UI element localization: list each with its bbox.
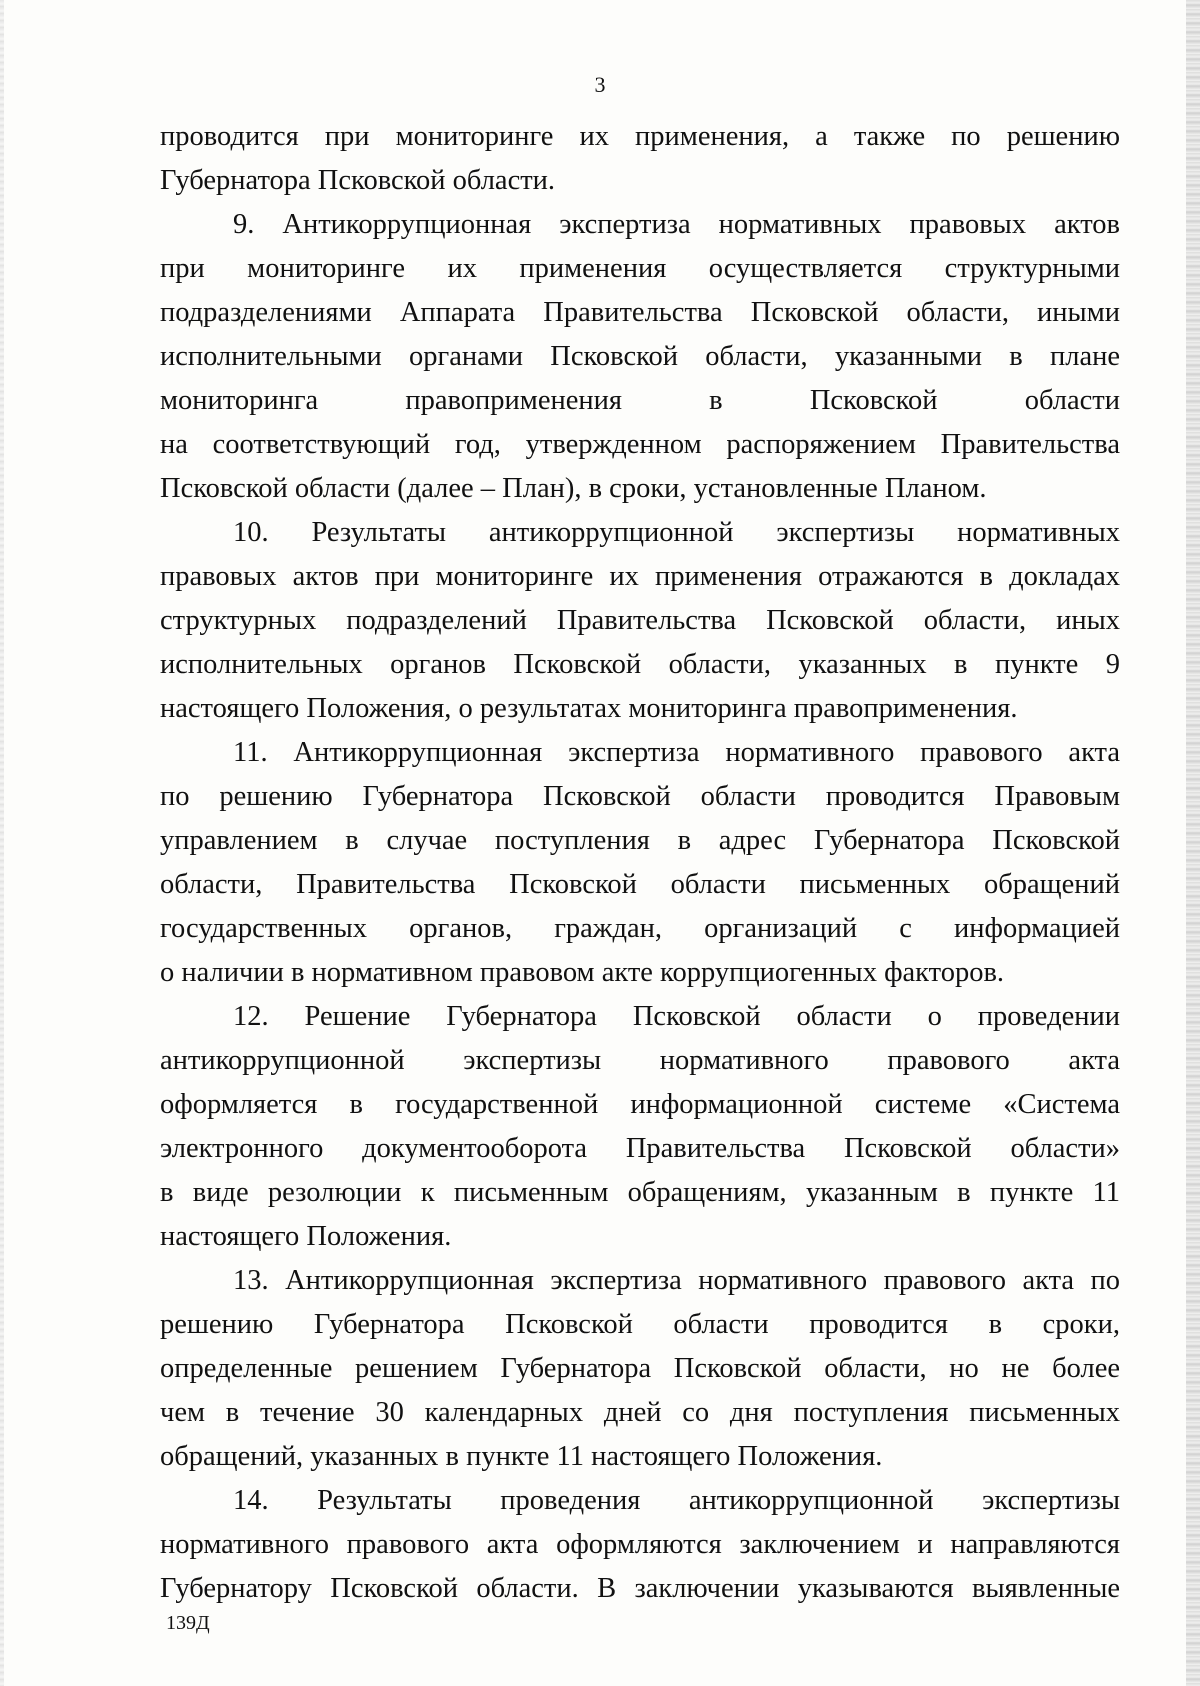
text-line: подразделениями Аппарата Правительства Псковской области, иными (160, 297, 1120, 328)
text-line: настоящего Положения. (160, 1221, 452, 1252)
text-line: управлением в случае поступления в адрес Губернатора Псковской (160, 825, 1120, 856)
text-line: настоящего Положения, о результатах мониторинга правоприменения. (160, 693, 1018, 724)
text-line: антикоррупционной экспертизы нормативного правового акта (160, 1045, 1120, 1076)
scan-edge-right (1186, 0, 1200, 1686)
footer-code: 139Д (166, 1612, 210, 1634)
text-line: обращений, указанных в пункте 11 настоящего Положения. (160, 1441, 883, 1472)
document-body (160, 115, 1120, 1611)
text-line: структурных подразделений Правительства Псковской области, иных (160, 605, 1120, 636)
text-line: области, Правительства Псковской области письменных обращений (160, 869, 1120, 900)
text-line: 11. Антикоррупционная экспертиза нормативного правового акта (233, 737, 1120, 768)
text-line: о наличии в нормативном правовом акте коррупциогенных факторов. (160, 957, 1005, 988)
text-line: нормативного правового акта оформляются заключением и направляются (160, 1529, 1120, 1560)
text-line: по решению Губернатора Псковской области проводится Правовым (160, 781, 1120, 812)
text-line: 14. Результаты проведения антикоррупционной экспертизы (233, 1485, 1120, 1516)
text-line: правовых актов при мониторинге их применения отражаются в докладах (160, 561, 1120, 592)
page-number: 3 (594, 72, 606, 97)
text-line: Губернатору Псковской области. В заключении указываются выявленные (160, 1573, 1120, 1604)
text-line: на соответствующий год, утвержденном распоряжением Правительства (160, 429, 1120, 460)
text-line: 10. Результаты антикоррупционной экспертизы нормативных (233, 517, 1120, 548)
scan-edge-left (0, 0, 4, 1686)
text-line: проводится при мониторинге их применения, а также по решению (160, 121, 1120, 152)
text-line: Губернатора Псковской области. (160, 165, 556, 196)
text-line: в виде резолюции к письменным обращениям, указанным в пункте 11 (160, 1177, 1120, 1208)
text-line: исполнительными органами Псковской области, указанными в плане (160, 341, 1120, 372)
text-line: 12. Решение Губернатора Псковской области о проведении (233, 1001, 1120, 1032)
text-line: мониторинга правоприменения в Псковской области (160, 385, 1120, 416)
text-line: исполнительных органов Псковской области, указанных в пункте 9 (160, 649, 1120, 680)
text-line: Псковской области (далее – План), в сроки, установленные Планом. (160, 473, 987, 504)
text-line: электронного документооборота Правительства Псковской области» (160, 1133, 1120, 1164)
text-line: 13. Антикоррупционная экспертиза нормативного правового акта по (233, 1265, 1120, 1296)
text-line: определенные решением Губернатора Псковской области, но не более (160, 1353, 1120, 1384)
text-line: чем в течение 30 календарных дней со дня поступления письменных (160, 1397, 1120, 1428)
text-line: оформляется в государственной информационной системе «Система (160, 1089, 1120, 1120)
text-line: 9. Антикоррупционная экспертиза нормативных правовых актов (233, 209, 1120, 240)
text-line: решению Губернатора Псковской области проводится в сроки, (160, 1309, 1120, 1340)
text-line: государственных органов, граждан, организаций с информацией (160, 913, 1120, 944)
text-line: при мониторинге их применения осуществляется структурными (160, 253, 1120, 284)
